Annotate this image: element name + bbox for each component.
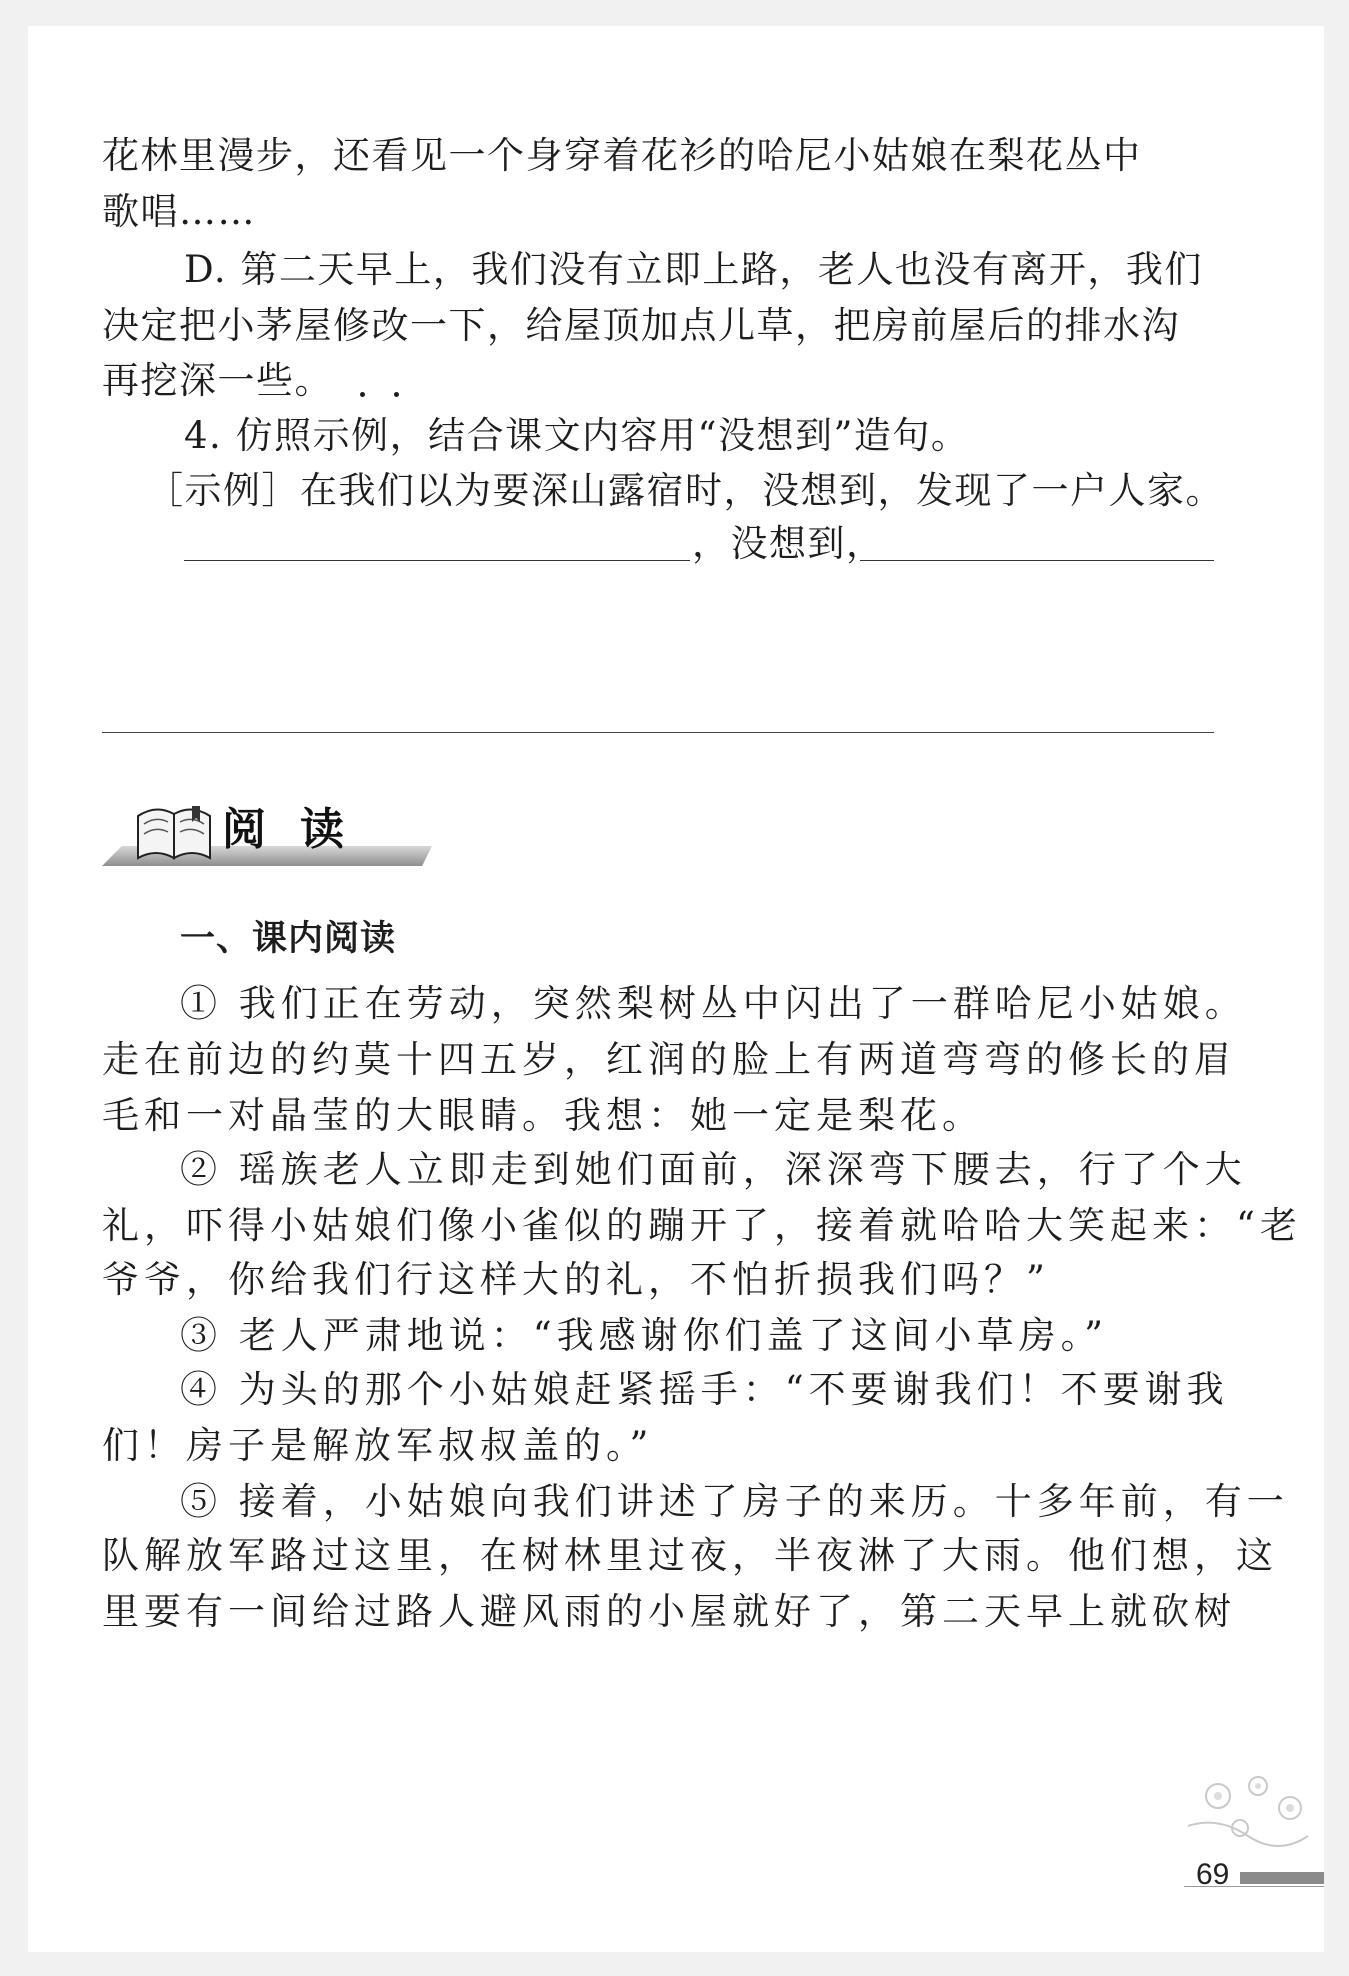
page-number-bar [1240,1872,1324,1884]
passage-line: 毛和一对晶莹的大眼睛。我想：她一定是梨花。 [102,1094,984,1137]
passage-line: 里要有一间给过路人避风雨的小屋就好了，第二天早上就砍树 [102,1590,1236,1633]
passage-line: 队解放军路过这里，在树林里过夜，半夜淋了大雨。他们想，这 [102,1534,1278,1577]
passage-line: ③ 老人严肃地说：“我感谢你们盖了这间小草房。” [180,1314,1109,1357]
passage-line: 们！房子是解放军叔叔盖的。” [102,1424,654,1467]
open-book-icon [130,802,220,864]
option-d-line: 再挖深一些。 [102,359,333,402]
blank-connector: ，没想到， [692,522,885,565]
example-sentence: ［示例］在我们以为要深山露宿时，没想到，发现了一户人家。 [146,469,1224,512]
text-line: 花林里漫步，还看见一个身穿着花衫的哈尼小姑娘在梨花丛中 [102,134,1142,177]
emphasis-dots [356,392,406,402]
passage-line: ② 瑶族老人立即走到她们面前，深深弯下腰去，行了个大 [180,1148,1247,1191]
section-title: 阅读 [222,804,378,855]
option-d-line: 决定把小茅屋修改一下，给屋顶加点儿草，把房前屋后的排水沟 [102,304,1180,347]
answer-blank-2[interactable] [860,560,1214,561]
answer-line[interactable] [102,732,1214,733]
workbook-page [28,26,1324,1952]
page-number: 69 [1196,1858,1230,1891]
option-d-line: D. 第二天早上，我们没有立即上路，老人也没有离开，我们 [184,248,1203,291]
text-line: 歌唱…… [102,190,256,233]
passage-line: ④ 为头的那个小姑娘赶紧摇手：“不要谢我们！不要谢我 [180,1368,1229,1411]
passage-line: ① 我们正在劳动，突然梨树丛中闪出了一群哈尼小姑娘。 [180,982,1247,1025]
answer-blank-1[interactable] [184,560,690,561]
subheading: 一、课内阅读 [180,919,397,959]
reading-section-banner [102,802,432,872]
passage-line: ⑤ 接着，小姑娘向我们讲述了房子的来历。十多年前，有一 [180,1480,1289,1523]
passage-line: 爷爷，你给我们行这样大的礼，不怕折损我们吗？” [102,1258,1050,1301]
flower-decoration-icon [1178,1756,1318,1866]
passage-line: 礼，吓得小姑娘们像小雀似的蹦开了，接着就哈哈大笑起来：“老 [102,1204,1302,1247]
passage-line: 走在前边的约莫十四五岁，红润的脸上有两道弯弯的修长的眉 [102,1038,1236,1081]
question-4-prompt: 4. 仿照示例，结合课文内容用“没想到”造句。 [184,414,970,457]
